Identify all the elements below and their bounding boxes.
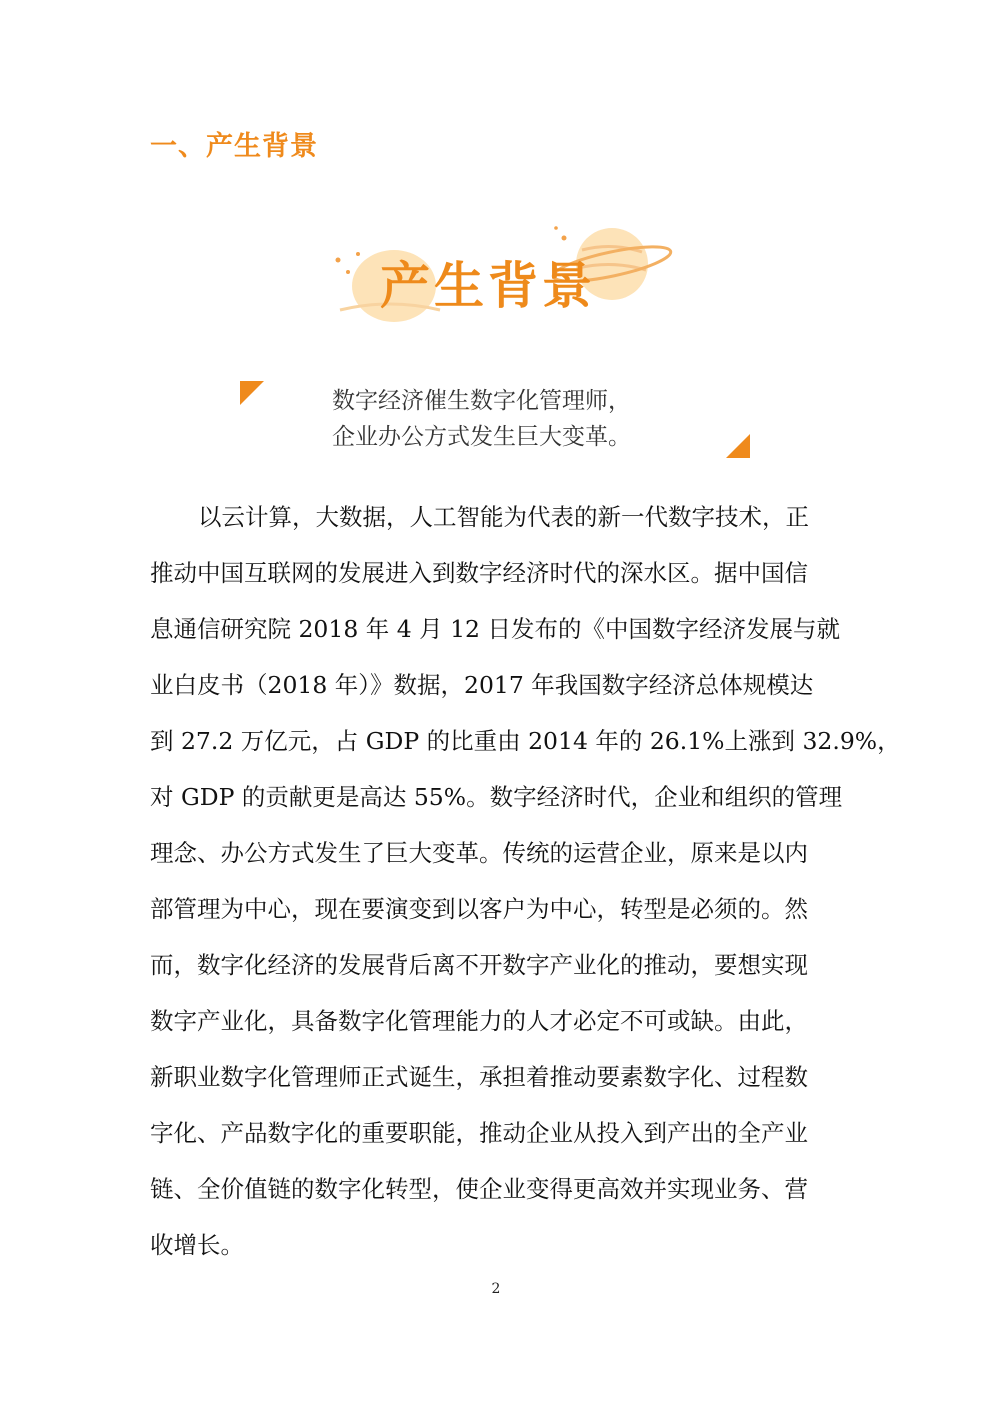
paragraph-line: 推动中国互联网的发展进入到数字经济时代的深水区。据中国信 [150, 559, 808, 587]
paragraph-line: 到 27.2 万亿元，占 GDP 的比重由 2014 年的 26.1%上涨到 32.9%， [150, 727, 901, 755]
corner-triangle-icon [724, 432, 750, 458]
corner-triangle-icon [240, 381, 266, 407]
pull-quote [332, 383, 752, 455]
paragraph-line: 收增长。 [150, 1231, 244, 1259]
paragraph-line: 新职业数字化管理师正式诞生，承担着推动要素数字化、过程数 [150, 1063, 808, 1091]
page-number: 2 [491, 1281, 501, 1297]
paragraph-line: 而，数字化经济的发展背后离不开数字产业化的推动，要想实现 [150, 951, 808, 979]
paragraph-line: 对 GDP 的贡献更是高达 55%。数字经济时代，企业和组织的管理 [150, 783, 843, 811]
paragraph-line: 部管理为中心，现在要演变到以客户为中心，转型是必须的。然 [150, 895, 808, 923]
pull-quote-line: 企业办公方式发生巨大变革。 [332, 424, 631, 450]
paragraph-line: 字化、产品数字化的重要职能，推动企业从投入到产出的全产业 [150, 1119, 808, 1147]
paragraph-line: 以云计算，大数据，人工智能为代表的新一代数字技术，正 [198, 503, 809, 531]
section-heading: 一、产生背景 [150, 131, 318, 162]
body-paragraph [150, 489, 901, 1273]
pull-quote-line: 数字经济催生数字化管理师， [332, 388, 631, 414]
paragraph-line: 理念、办公方式发生了巨大变革。传统的运营企业，原来是以内 [150, 839, 808, 867]
paragraph-line: 数字产业化，具备数字化管理能力的人才必定不可或缺。由此， [150, 1007, 808, 1035]
banner-title: 产生背景 [380, 257, 596, 315]
paragraph-line: 息通信研究院 2018 年 4 月 12 日发布的《中国数字经济发展与就 [150, 615, 840, 643]
paragraph-line: 业白皮书（2018 年）》数据，2017 年我国数字经济总体规模达 [150, 671, 814, 699]
paragraph-line: 链、全价值链的数字化转型，使企业变得更高效并实现业务、营 [150, 1175, 808, 1203]
